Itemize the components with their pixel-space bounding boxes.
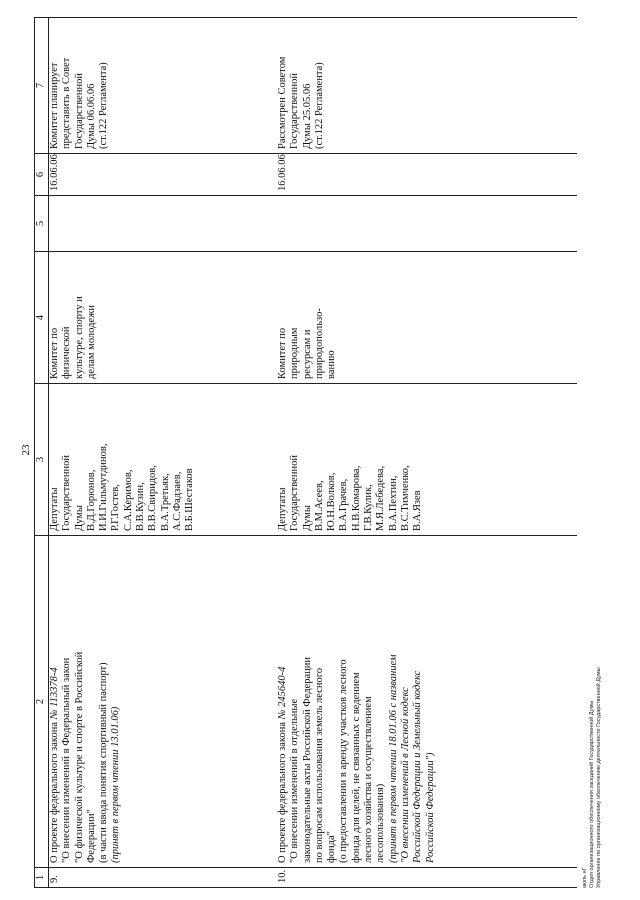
author-line: В.А.Пехтин, [387,475,399,531]
project-line [98,540,110,863]
project-line [351,540,363,863]
project-line [375,540,387,863]
author-line: В.А.Грачев, [338,478,350,531]
status-line: Рассмотрен Советом [277,56,288,149]
project-line-text: лесного хозяйства и осуществлением [363,696,375,863]
author-line: А.С.Фадзаев, [171,471,183,531]
bills-table [34,17,577,888]
project-line-text: Российской Федерации") [424,752,436,863]
author-line: Р.Г.Гостев, [110,484,122,531]
project-line-text: "О внесении изменений в Федеральный закон [61,657,73,863]
author-line: В.С.Тимченко, [399,465,411,531]
bill-number: № 113378-4 [49,667,60,720]
bill-number: № 245640-4 [277,666,288,720]
project-line [314,540,326,863]
status-cell [277,18,577,154]
date-text: 16.06.06 [49,154,60,191]
author-line: В.Д.Горюнов, [85,469,97,531]
author-line: В.В.Кузин, [135,482,147,531]
footer-line: Отдел организационного обеспечения заседаний Государственной Думы [589,700,595,888]
project-line-text: фонда" [326,831,338,863]
project-line-text: (о предоставлении в аренду участков лесного [338,659,350,863]
footer-notes [582,28,603,888]
date-cell [277,154,577,196]
project-line [338,540,350,863]
project-line [400,540,412,863]
project-cell [49,536,278,868]
status-line: Думы 25.05.06 [301,83,313,149]
author-line: М.Я.Лебедева, [375,465,387,531]
project-line [326,540,338,863]
committee-line: ванию [326,350,338,379]
committee-line: ресурсам и [301,329,313,379]
column-header: 6 [35,154,49,196]
author-line: В.М.Асеев, [313,480,325,531]
authors-cell [49,384,278,536]
row-number-text: 9. [49,875,60,883]
author-line: Государственной [289,455,301,531]
project-line [110,540,122,863]
project-line-text: О проекте федерального закона [277,719,288,863]
project-line [61,540,73,863]
row-number [277,868,577,888]
author-line: В.А.Язев [412,490,424,531]
project-line [277,540,289,863]
author-line: Думы [73,505,85,531]
project-line-text: "О внесении изменений в Лесной кодекс [399,687,411,863]
status-line: Государственной [73,73,85,149]
project-line [74,540,86,863]
author-line: Государственной [61,455,73,531]
project-cell [277,536,577,868]
project-line-text: по вопросам использования земель лесного [313,667,325,863]
status-line: Думы 06.06.06 [85,83,97,149]
author-line: Ю.Н.Волков, [326,472,338,531]
author-line: В.В.Свиридов, [147,465,159,531]
author-line: И.И.Гильмутдинов, [98,443,110,531]
committee-line: физической [61,326,73,379]
project-line-text: (в части ввода понятия спортивный паспорт) [98,662,110,863]
author-line: В.А.Третьяк, [159,473,171,531]
committee-line: природным [289,327,301,379]
authors-cell [277,384,577,536]
project-line [425,540,437,863]
author-line: Думы [301,505,313,531]
committee-cell [49,252,278,384]
project-line [302,540,314,863]
author-line: Г.В.Кулик, [363,484,375,531]
project-line-text: (принят в первом чтении 13.01.06) [110,706,122,863]
status-line: Государственной [289,73,301,149]
date-text: 16.06.06 [277,154,288,191]
row-number-text: 10. [277,869,288,883]
status-line: (ст.122 Регламента) [313,62,325,149]
author-line: Депутаты [277,487,288,531]
author-line: С.А.Керимов, [122,469,134,531]
committee-line: природопользо- [313,308,325,379]
table-header-row [35,18,49,888]
column-5-cell [49,196,278,252]
project-line-text: Федерации" [85,809,97,863]
project-line-text: лесопользования) [375,783,387,863]
date-cell [49,154,278,196]
committee-line: культуре, спорту и [73,296,85,379]
project-line-text: Российской Федерации и Земельный кодекс [412,670,424,863]
status-cell [49,18,278,154]
project-line [363,540,375,863]
author-line: Н.В.Комарова, [350,465,362,531]
project-line [412,540,424,863]
column-header: 7 [35,18,49,154]
committee-cell [277,252,577,384]
page-number: 23 [20,444,32,456]
committee-line: делам молодежи [85,305,97,379]
column-header: 4 [35,252,49,384]
row-number [49,868,278,888]
committee-line: Комитет по [49,327,60,379]
author-line: Депутаты [49,487,60,531]
column-header: 5 [35,196,49,252]
project-line [388,540,400,863]
committee-line: Комитет по [277,327,288,379]
status-line: представить в Совет [61,57,73,149]
project-line-text: законодательные акты Российской Федерации [301,656,313,863]
project-line-text: "О внесении изменений в отдельные [289,698,301,863]
column-header: 1 [35,868,49,888]
table-row [277,18,577,888]
project-line [86,540,98,863]
project-line [289,540,301,863]
project-line-text: (принят в первом чтении 18.01.06 с названием [387,654,399,863]
column-5-cell [277,196,577,252]
column-header: 3 [35,384,49,536]
column-header: 2 [35,536,49,868]
status-line: Комитет планирует [49,62,60,149]
footer-line: аюпь нГ [582,867,588,888]
project-line-text: "О физической культуре и спорте в Российской [73,651,85,863]
status-line: (ст.122 Регламента) [98,62,110,149]
author-line: В.Б.Шестаков [184,468,196,531]
project-line-text: фонда для целей, не связанных с ведением [350,672,362,863]
project-line-text: О проекте федерального закона [49,719,60,863]
footer-line: Управление по организационному обеспечению деятельности Государственной Думы [596,667,602,888]
project-line [49,540,61,863]
table-row [49,18,278,888]
